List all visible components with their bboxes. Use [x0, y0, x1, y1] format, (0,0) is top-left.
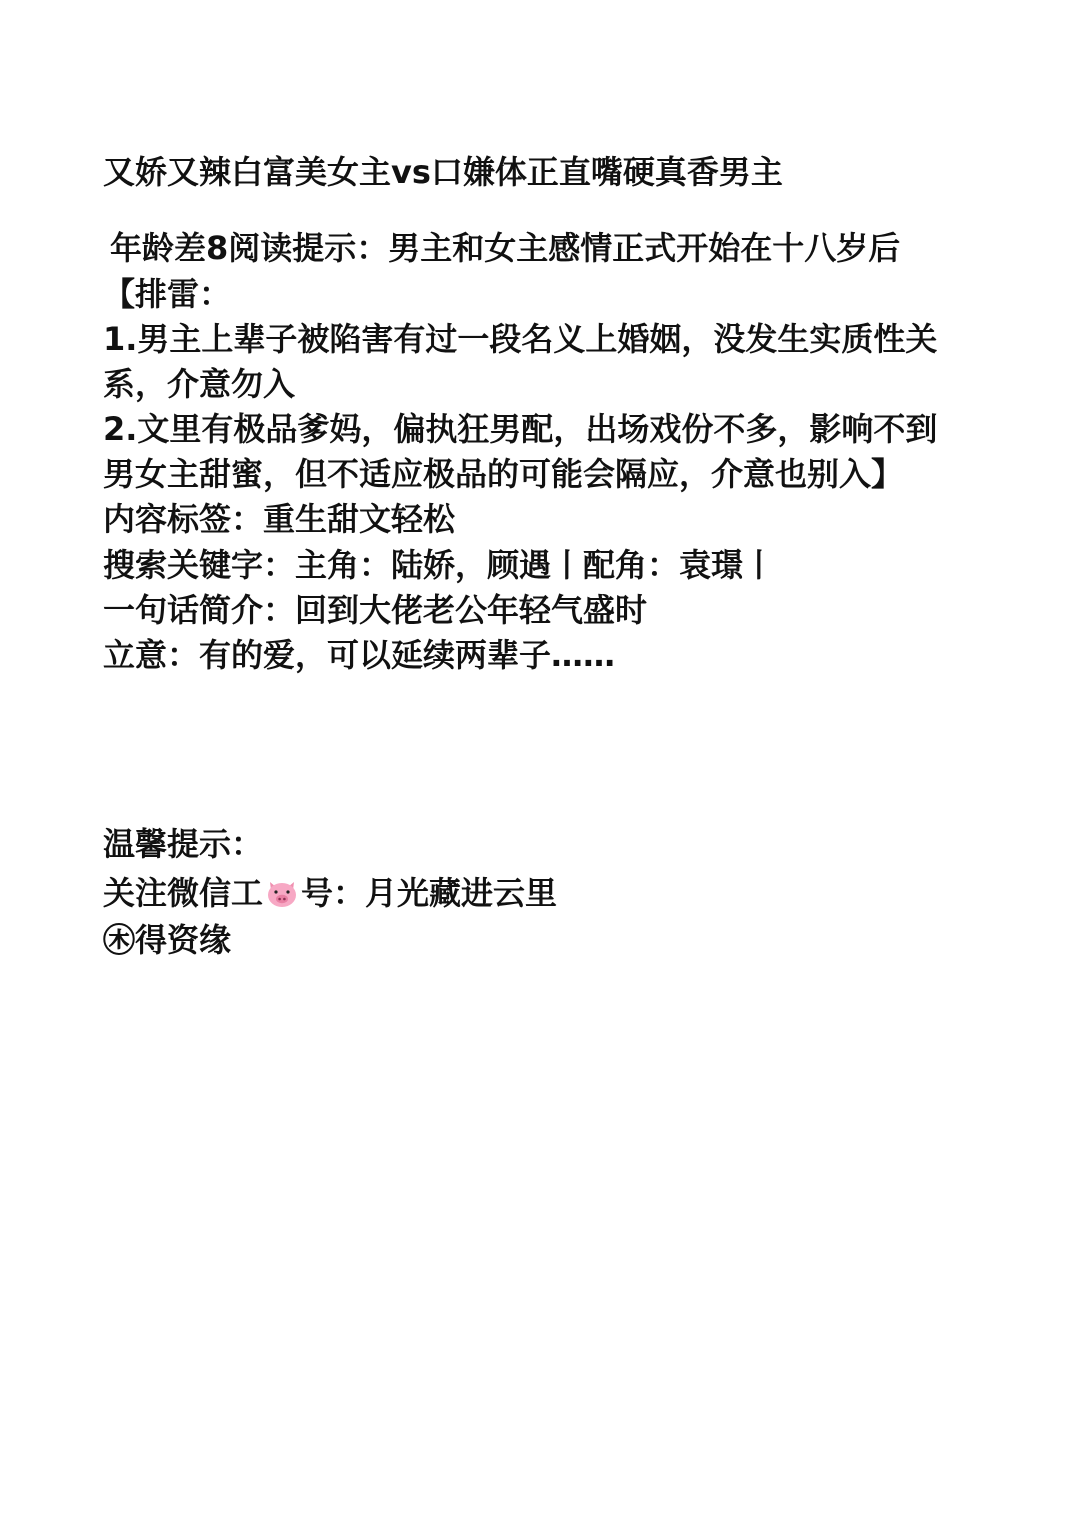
- text-line-warning-2: 2.文里有极品爹妈，偏执狂男配，出场戏份不多，影响不到: [103, 410, 938, 448]
- notice-last-line: ㊍得资缘: [103, 921, 232, 959]
- text-line-keywords: 搜索关键字：主角：陆娇，顾遇丨配角：袁璟丨: [103, 546, 776, 584]
- text-line-warning-2-cont: 男女主甜蜜，但不适应极品的可能会隔应，介意也别入】: [103, 455, 904, 493]
- notice-follow-line: [103, 871, 557, 915]
- text-line-theme: 立意：有的爱，可以延续两辈子……: [103, 636, 616, 674]
- document-title: 又娇又辣白富美女主vs口嫌体正直嘴硬真香男主: [103, 153, 783, 191]
- text-line-warning-header: 【排雷：: [103, 275, 232, 313]
- text-line-warning-1-cont: 系，介意勿入: [103, 365, 296, 403]
- pig-face-icon: [265, 875, 299, 905]
- text-line-tags: 内容标签：重生甜文轻松: [103, 500, 456, 538]
- notice-heading: 温馨提示：: [103, 825, 264, 863]
- notice-follow-suffix: 号：月光藏进云里: [301, 874, 558, 912]
- text-line-warning-1: 1.男主上辈子被陷害有过一段名义上婚姻，没发生实质性关: [103, 320, 938, 358]
- notice-follow-prefix: 关注微信工: [103, 874, 264, 912]
- text-line-age-gap: 年龄差8阅读提示：男主和女主感情正式开始在十八岁后: [110, 229, 901, 267]
- text-line-summary: 一句话简介：回到大佬老公年轻气盛时: [103, 591, 648, 629]
